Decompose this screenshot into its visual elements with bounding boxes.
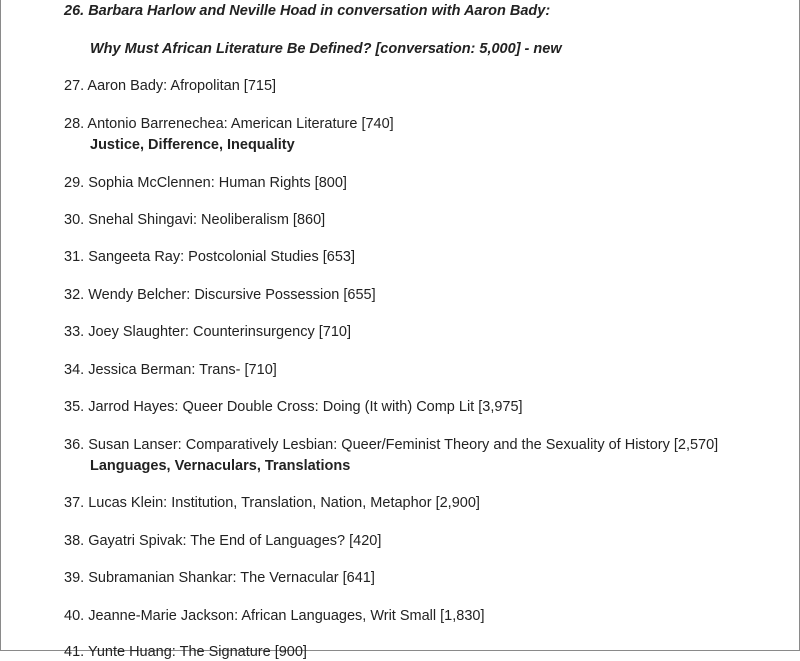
item-text: Sophia McClennen: Human Rights [800]: [88, 175, 347, 191]
list-item-35: [64, 398, 523, 416]
item-number: 26.: [64, 3, 85, 19]
list-item-40: [64, 607, 484, 625]
item-number: 41.: [64, 644, 85, 660]
item-text: Yunte Huang: The Signature [900]: [87, 644, 307, 660]
item-text: Lucas Klein: Institution, Translation, Nation, Metaphor [2,900]: [88, 495, 480, 511]
list-item-29: [64, 174, 347, 192]
item-text: Wendy Belcher: Discursive Possession [655]: [88, 287, 376, 303]
item-text: Gayatri Spivak: The End of Languages? [420]: [88, 533, 382, 549]
list-item-31: [64, 248, 355, 266]
item-text: Sangeeta Ray: Postcolonial Studies [653]: [88, 249, 356, 265]
list-item-36: [64, 436, 718, 475]
item-text: Susan Lanser: Comparatively Lesbian: Queer/Feminist Theory and the Sexuality of History [2,570]: [88, 437, 719, 453]
item-number: 30.: [64, 212, 85, 228]
section-heading: Languages, Vernaculars, Translations: [90, 458, 351, 474]
item-number: 32.: [64, 287, 85, 303]
item-text: Joey Slaughter: Counterinsurgency [710]: [88, 324, 351, 340]
item-number: 29.: [64, 175, 85, 191]
section-heading: Justice, Difference, Inequality: [90, 137, 295, 153]
list-item-30: [64, 211, 325, 229]
item-number: 40.: [64, 608, 85, 624]
item-text: Jarrod Hayes: Queer Double Cross: Doing (It with) Comp Lit [3,975]: [88, 399, 523, 415]
item-text: Barbara Harlow and Neville Hoad in conversation with Aaron Bady:: [88, 3, 551, 19]
item-number: 27.: [64, 78, 85, 94]
list-item-38: [64, 532, 381, 550]
list-item-26: [64, 2, 562, 58]
item-number: 31.: [64, 249, 85, 265]
item-number: 36.: [64, 437, 85, 453]
item-text: Antonio Barrenechea: American Literature [740]: [87, 116, 394, 132]
item-text: Aaron Bady: Afropolitan [715]: [87, 78, 277, 94]
item-text: Snehal Shingavi: Neoliberalism [860]: [88, 212, 326, 228]
list-item-33: [64, 323, 351, 341]
list-item-37: [64, 494, 480, 512]
item-number: 28.: [64, 116, 85, 132]
item-number: 39.: [64, 570, 85, 586]
list-item-41: [64, 643, 307, 661]
item-text: Subramanian Shankar: The Vernacular [641]: [88, 570, 375, 586]
item-text: Jessica Berman: Trans- [710]: [88, 362, 277, 378]
item-number: 33.: [64, 324, 85, 340]
item-text: Jeanne-Marie Jackson: African Languages, Writ Small [1,830]: [88, 608, 485, 624]
list-item-27: [64, 77, 276, 95]
list-item-28: [64, 115, 394, 154]
item-continuation: Why Must African Literature Be Defined? [conversation: 5,000] - new: [90, 41, 562, 57]
list-item-32: [64, 286, 376, 304]
item-number: 38.: [64, 533, 85, 549]
item-number: 34.: [64, 362, 85, 378]
item-number: 35.: [64, 399, 85, 415]
item-number: 37.: [64, 495, 85, 511]
list-item-39: [64, 569, 375, 587]
list-item-34: [64, 361, 277, 379]
